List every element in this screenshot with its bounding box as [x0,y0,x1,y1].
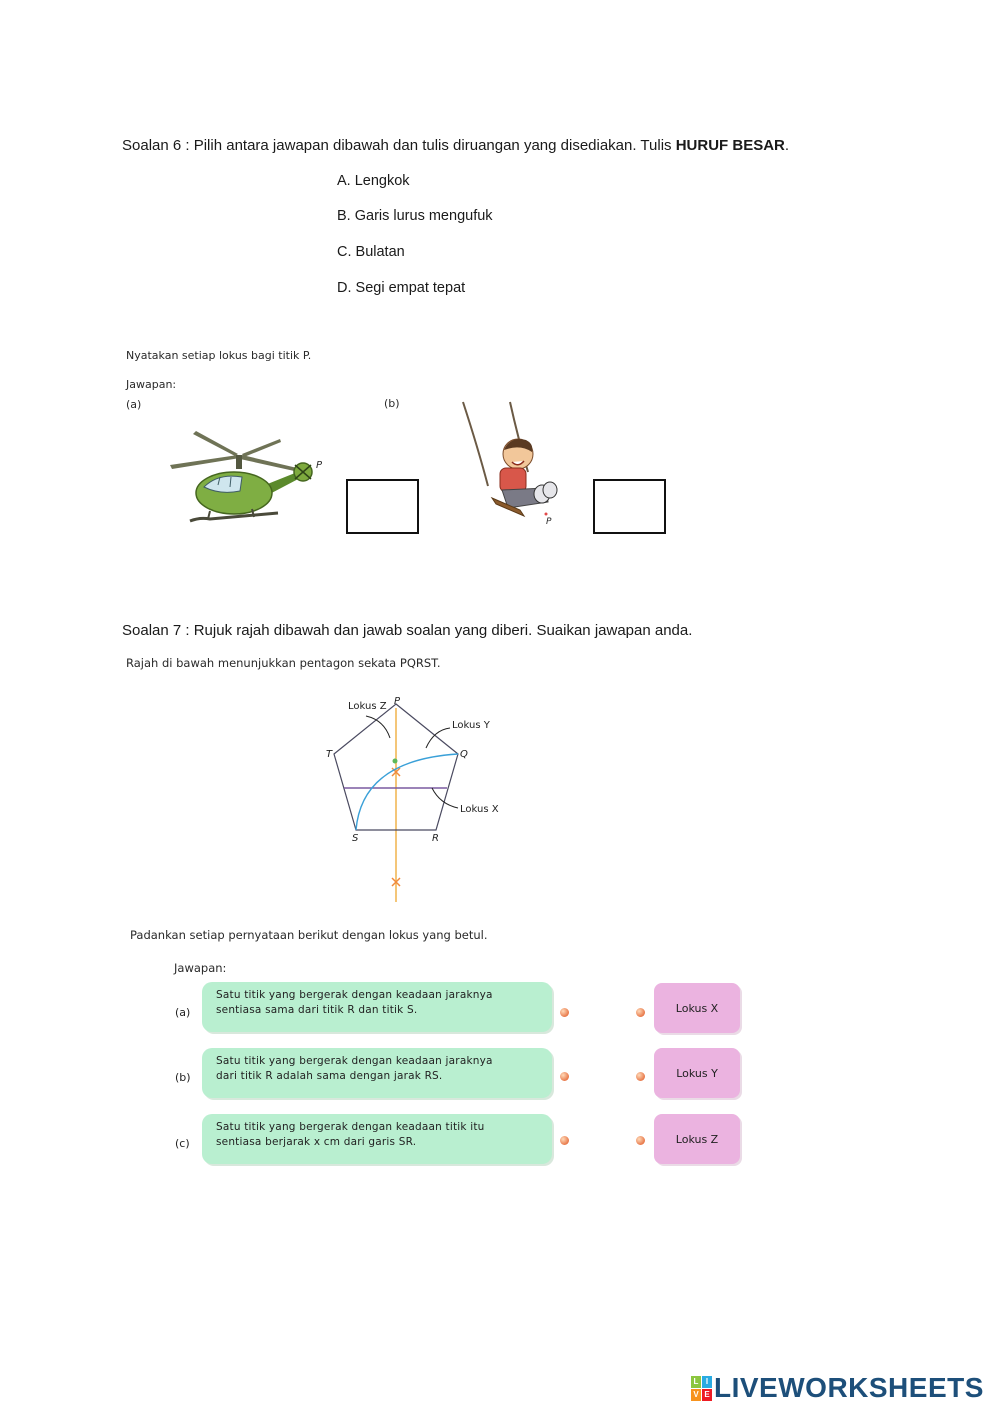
helicopter-point-label: P [316,460,323,471]
vertex-p: P [394,696,401,707]
q6-option-c: C. Bulatan [337,244,405,260]
q7-part-a: (a) [175,1006,191,1019]
arc-intersection-dot [393,759,398,764]
q7-part-b: (b) [175,1071,191,1084]
statement-a-line2: sentiasa sama dari titik R dan titik S. [216,1004,418,1016]
vertex-r: R [432,833,439,844]
answer-box-b[interactable] [593,479,666,534]
statement-c-line2: sentiasa berjarak x cm dari garis SR. [216,1136,417,1148]
q7-title: Soalan 7 : Rujuk rajah dibawah dan jawab soalan yang diberi. Suaikan jawapan anda. [122,622,693,639]
liveworksheets-logo-icon: L I V E [691,1376,711,1400]
q6-title: Soalan 6 : Pilih antara jawapan dibawah dan tulis diruangan yang disediakan. Tulis HURUF BESAR. [122,137,790,154]
statement-b[interactable] [202,1048,552,1098]
option-lokus-y[interactable]: Lokus Y [654,1048,740,1098]
q7-intro: Rajah di bawah menunjukkan pentagon sekata PQRST. [126,656,441,670]
lokus-z-connector[interactable] [636,1136,645,1145]
answer-box-a[interactable] [346,479,419,534]
statement-c-line1: Satu titik yang bergerak dengan keadaan titik itu [216,1121,485,1133]
liveworksheets-brand: LIVEWORKSHEETS [714,1372,984,1403]
statement-a-connector[interactable] [560,1008,569,1017]
statement-b-connector[interactable] [560,1072,569,1081]
q6-option-a: A. Lengkok [337,173,410,189]
q7-answer-label: Jawapan: [174,961,227,975]
q7-instruction: Padankan setiap pernyataan berikut dengan lokus yang betul. [130,928,488,942]
swing-point-label: P [546,517,552,527]
helicopter-illustration [160,425,340,530]
pentagon-diagram [300,690,540,910]
statement-c-connector[interactable] [560,1136,569,1145]
q7-part-c: (c) [175,1137,190,1150]
label-lokus-z: Lokus Z [348,701,387,712]
label-lokus-x: Lokus X [460,804,499,815]
q6-option-b: B. Garis lurus mengufuk [337,208,493,224]
statement-a[interactable] [202,982,552,1032]
lokus-z-arrow [366,716,390,738]
q6-part-a: (a) [126,398,142,411]
statement-b-line2: dari titik R adalah sama dengan jarak RS. [216,1070,443,1082]
q6-part-b: (b) [384,397,400,410]
statement-c[interactable] [202,1114,552,1164]
statement-b-line1: Satu titik yang bergerak dengan keadaan jaraknya [216,1055,493,1067]
option-lokus-z[interactable]: Lokus Z [654,1114,740,1164]
label-lokus-y: Lokus Y [452,720,490,731]
vertex-s: S [352,833,359,844]
q6-answer-label: Jawapan: [126,378,177,391]
q6-option-d: D. Segi empat tepat [337,280,466,296]
option-lokus-x[interactable]: Lokus X [654,983,740,1033]
lokus-y-connector[interactable] [636,1072,645,1081]
vertex-q: Q [460,749,468,760]
vertex-t: T [326,749,333,760]
q6-instruction: Nyatakan setiap lokus bagi titik P. [126,349,312,362]
swing-illustration [458,398,568,528]
lokus-x-connector[interactable] [636,1008,645,1017]
lokus-y-arc [356,754,458,830]
statement-a-line1: Satu titik yang bergerak dengan keadaan jaraknya [216,989,493,1001]
